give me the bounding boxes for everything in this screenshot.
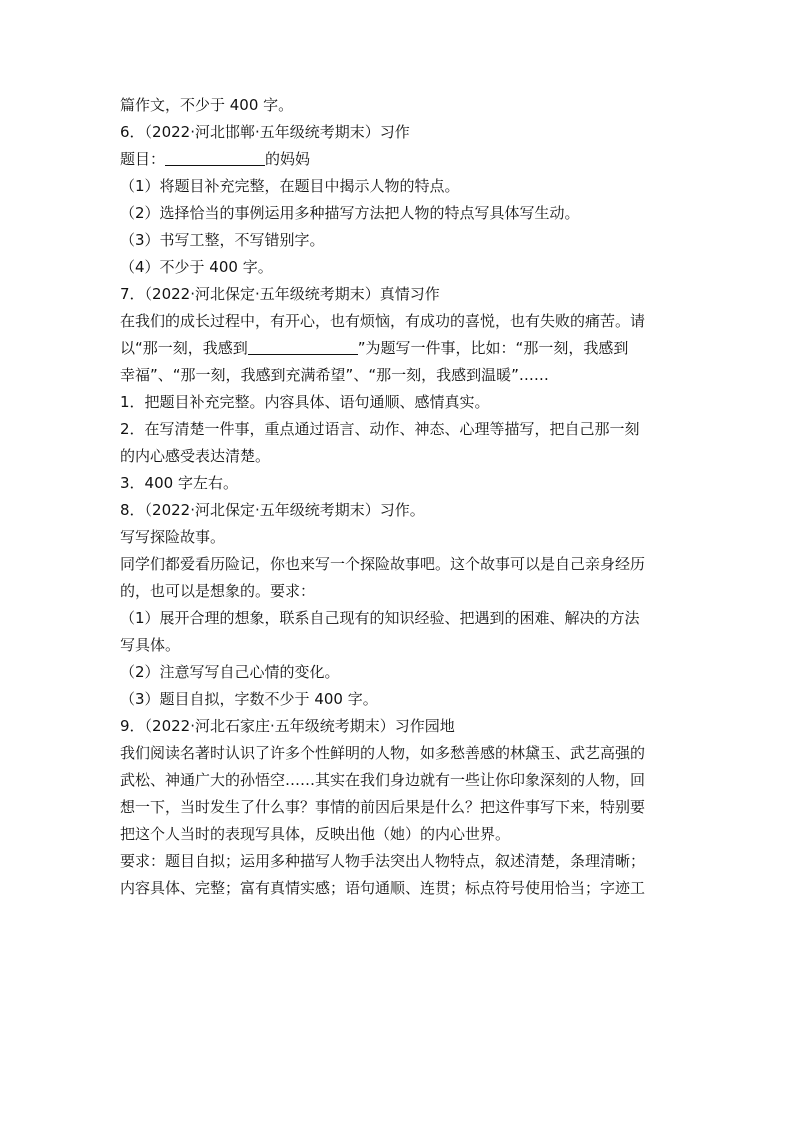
text-line: （2）注意写写自己心情的变化。 bbox=[120, 663, 340, 681]
question-8-heading: 8．（2022·河北保定·五年级统考期末）习作。 bbox=[120, 501, 425, 519]
text-line: 篇作文，不少于 400 字。 bbox=[120, 96, 294, 114]
text-line: 我们阅读名著时认识了许多个性鲜明的人物，如多愁善感的林黛玉、武艺高强的 bbox=[120, 744, 646, 762]
text-line: 写写探险故事。 bbox=[120, 528, 226, 546]
text-line: 的内心感受表达清楚。 bbox=[120, 447, 271, 465]
text-line: 要求：题目自拟；运用多种描写人物手法突出人物特点，叙述清楚，条理清晰； bbox=[120, 852, 646, 870]
prompt-suffix: ”为题写一件事，比如：“那一刻，我感到 bbox=[357, 339, 629, 357]
text-line: （1）展开合理的想象，联系自己现有的知识经验、把遇到的困难、解决的方法 bbox=[120, 609, 640, 627]
question-7-heading: 7．（2022·河北保定·五年级统考期末）真情习作 bbox=[120, 285, 440, 303]
text-line: 在我们的成长过程中，有开心，也有烦恼，有成功的喜悦，也有失败的痛苦。请 bbox=[120, 312, 646, 330]
text-line: （1）将题目补充完整，在题目中揭示人物的特点。 bbox=[120, 177, 460, 195]
text-line: 想一下，当时发生了什么事？事情的前因后果是什么？把这件事写下来，特别要 bbox=[120, 798, 646, 816]
text-line: 幸福”、“那一刻，我感到充满希望”、“那一刻，我感到温暖”…… bbox=[120, 366, 549, 384]
fill-in-blank bbox=[165, 149, 265, 166]
question-6-heading: 6．（2022·河北邯郸·五年级统考期末）习作 bbox=[120, 123, 410, 141]
text-line: 写具体。 bbox=[120, 636, 181, 654]
question-9-heading: 9．（2022·河北石家庄·五年级统考期末）习作园地 bbox=[120, 717, 455, 735]
text-line: 3．400 字左右。 bbox=[120, 474, 238, 492]
title-prefix: 题目： bbox=[120, 150, 166, 168]
prompt-prefix: 以“那一刻，我感到 bbox=[120, 339, 248, 357]
text-line: 内容具体、完整；富有真情实感；语句通顺、连贯；标点符号使用恰当；字迹工 bbox=[120, 879, 646, 897]
question-7-title-line bbox=[120, 335, 690, 362]
text-line: 武松、神通广大的孙悟空……其实在我们身边就有一些让你印象深刻的人物，回 bbox=[120, 771, 646, 789]
text-line: （3）书写工整，不写错别字。 bbox=[120, 231, 325, 249]
question-6-title-line bbox=[120, 146, 690, 173]
text-line: （2）选择恰当的事例运用多种描写方法把人物的特点写具体写生动。 bbox=[120, 204, 580, 222]
title-suffix: 的妈妈 bbox=[265, 150, 311, 168]
text-line: 的，也可以是想象的。要求： bbox=[120, 582, 316, 600]
fill-in-blank bbox=[248, 338, 358, 355]
text-line: 1．把题目补充完整。内容具体、语句通顺、感情真实。 bbox=[120, 393, 490, 411]
document-page bbox=[120, 92, 690, 902]
text-line: 同学们都爱看历险记，你也来写一个探险故事吧。这个故事可以是自己亲身经历 bbox=[120, 555, 646, 573]
text-line: （3）题目自拟，字数不少于 400 字。 bbox=[120, 690, 378, 708]
text-line: （4）不少于 400 字。 bbox=[120, 258, 273, 276]
text-line: 2．在写清楚一件事，重点通过语言、动作、神态、心理等描写，把自己那一刻 bbox=[120, 420, 640, 438]
text-line: 把这个人当时的表现写具体，反映出他（她）的内心世界。 bbox=[120, 825, 511, 843]
